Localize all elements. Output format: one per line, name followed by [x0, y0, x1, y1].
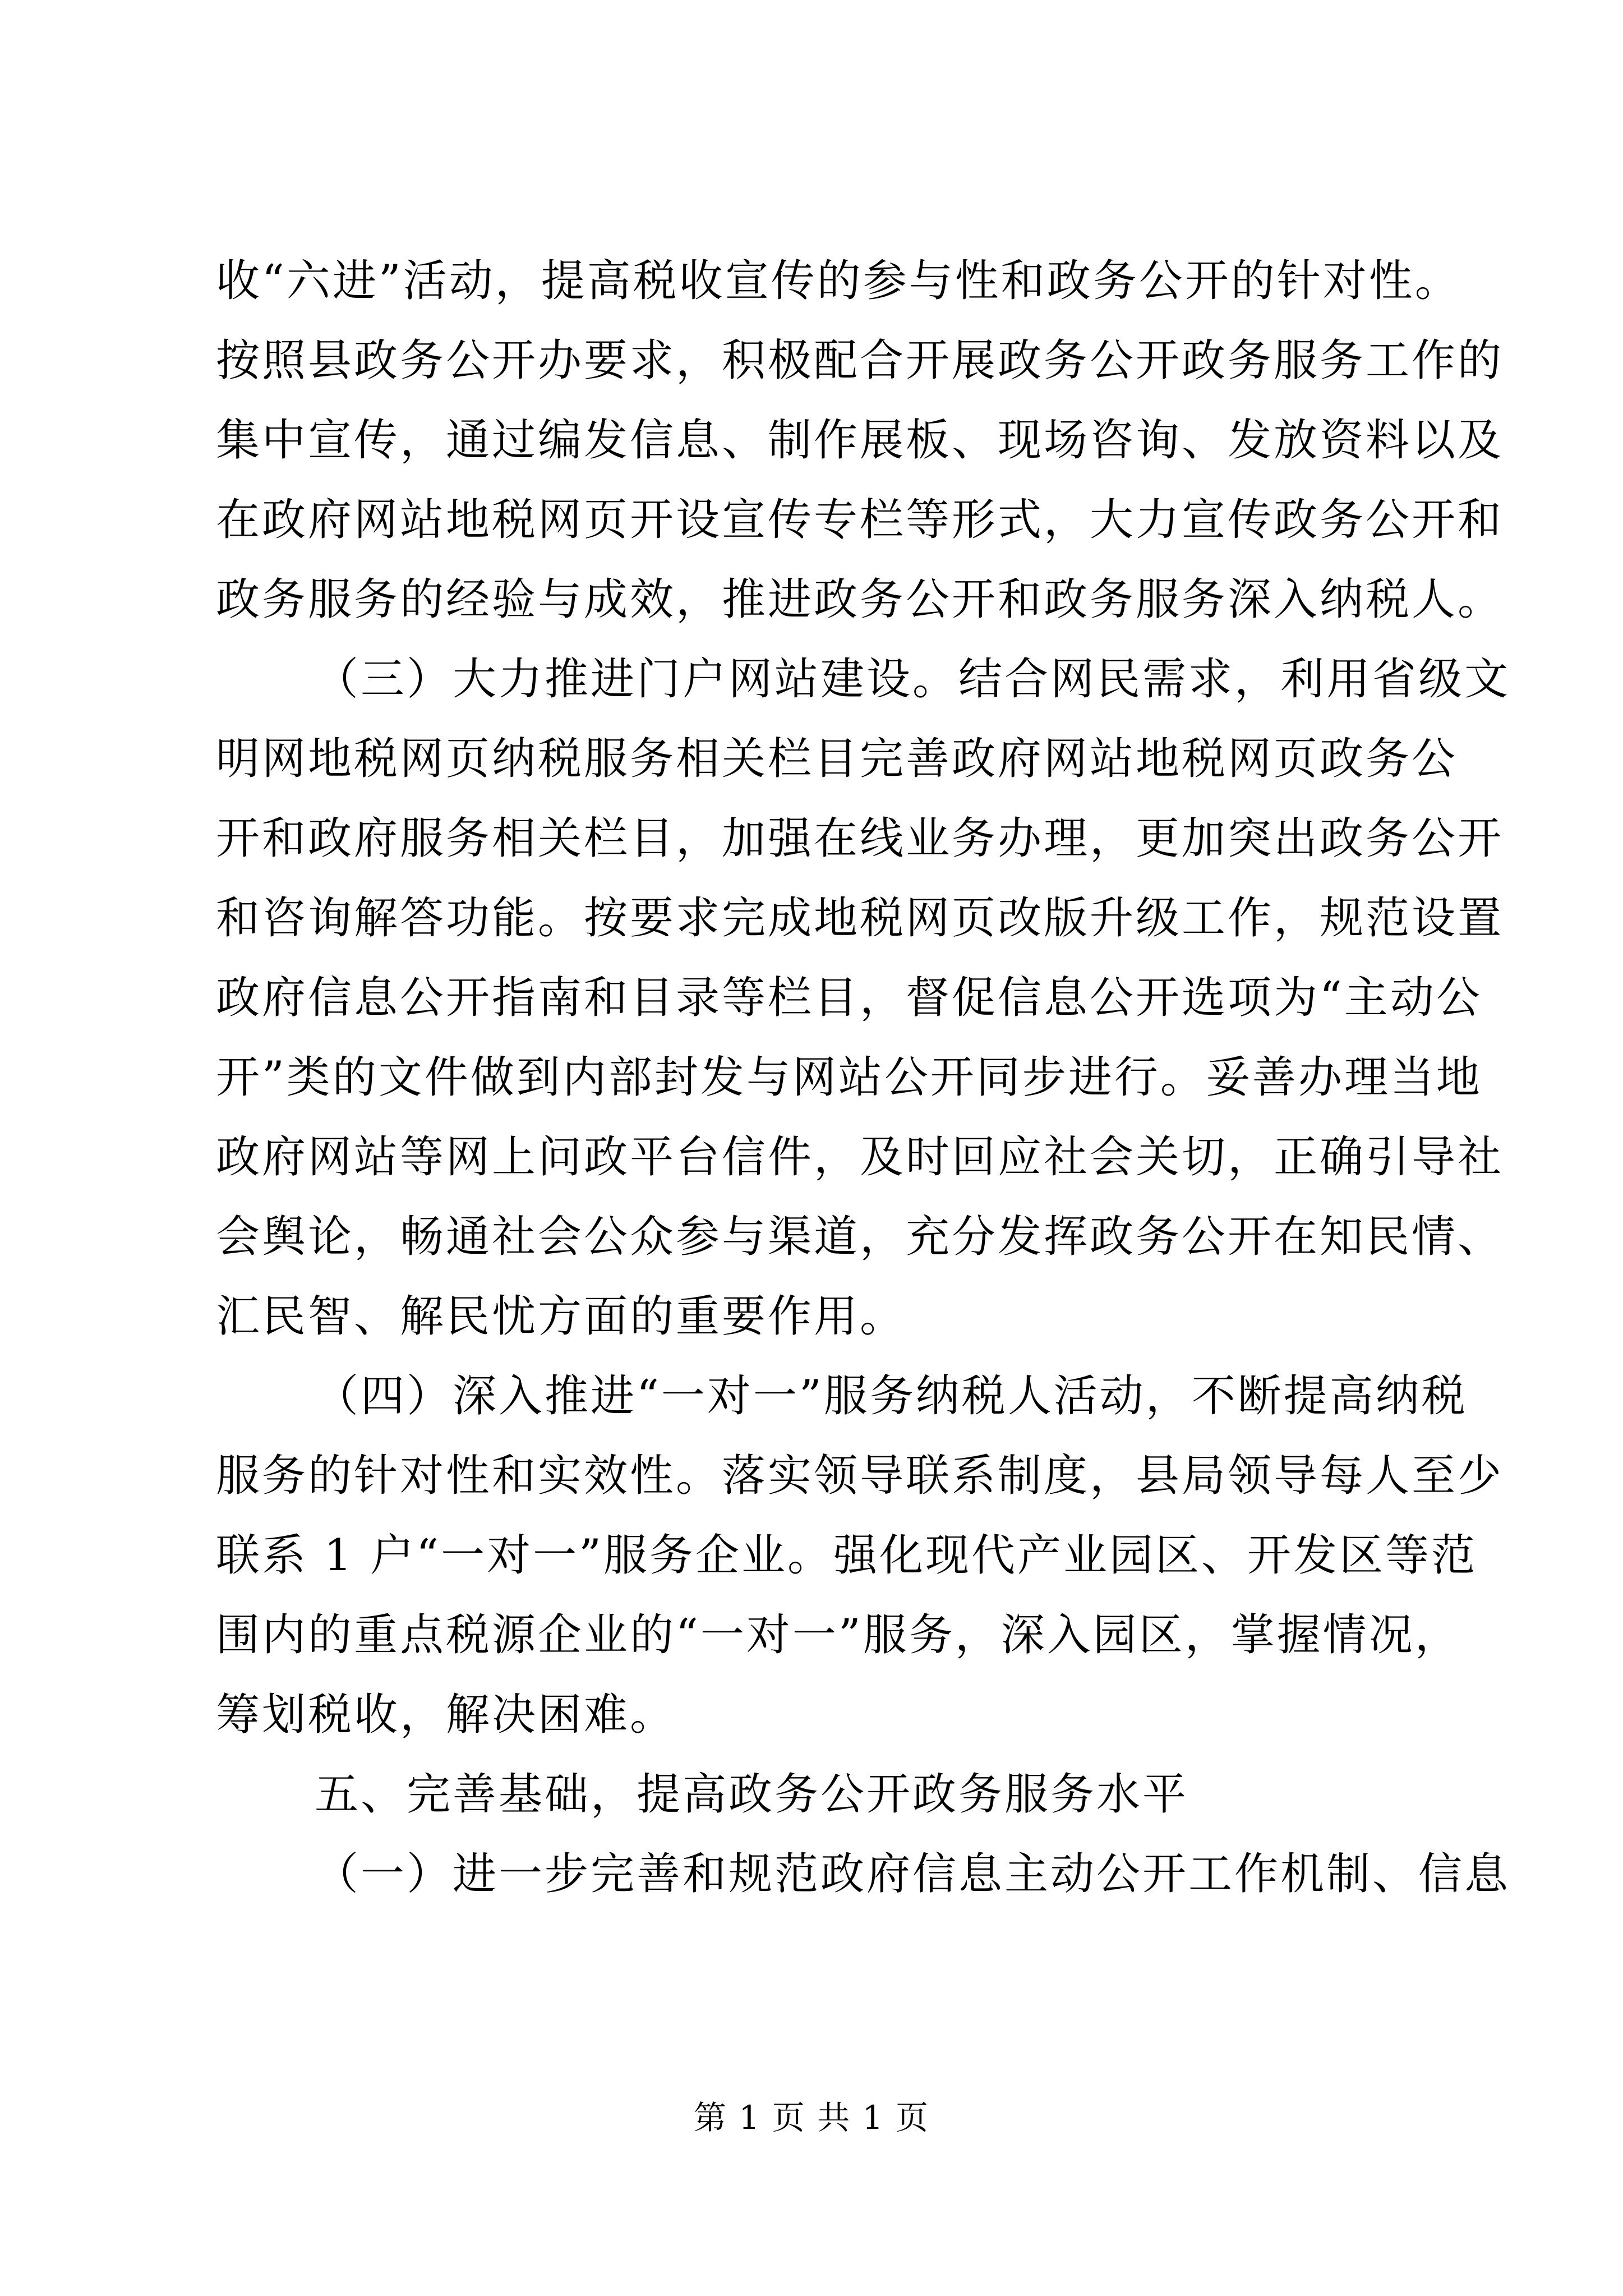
page-footer	[0, 2095, 1623, 2140]
paragraph-line: 筹划税收，解决困难。	[216, 1690, 676, 1740]
paragraph-line: 服务的针对性和实效性。落实领导联系制度，县局领导每人至少	[216, 1451, 1504, 1501]
paragraph-line: （四）深入推进“一对一”服务纳税人活动，不断提高纳税	[315, 1371, 1468, 1421]
paragraph-line: 和咨询解答功能。按要求完成地税网页改版升级工作，规范设置	[216, 893, 1504, 944]
paragraph-line: 收“六进”活动，提高税收宣传的参与性和政务公开的针对性。	[216, 256, 1461, 306]
paragraph-line: 政府网站等网上问政平台信件，及时回应社会关切，正确引导社	[216, 1132, 1504, 1182]
paragraph-line: 会舆论，畅通社会公众参与渠道，充分发挥政务公开在知民情、	[216, 1212, 1504, 1262]
paragraph-line: 按照县政务公开办要求，积极配合开展政务公开政务服务工作的	[216, 335, 1504, 386]
paragraph-line: 在政府网站地税网页开设宣传专栏等形式，大力宣传政务公开和	[216, 495, 1504, 545]
paragraph-line: （一）进一步完善和规范政府信息主动公开工作机制、信息	[315, 1849, 1511, 1899]
section-heading: 五、完善基础，提高政务公开政务服务水平	[315, 1769, 1189, 1820]
paragraph-line: 政务服务的经验与成效，推进政务公开和政务服务深入纳税人。	[216, 574, 1504, 625]
paragraph-line: 开和政府服务相关栏目，加强在线业务办理，更加突出政务公开	[216, 813, 1504, 864]
document-body	[216, 241, 1511, 1914]
paragraph-line: （三）大力推进门户网站建设。结合网民需求，利用省级文	[315, 654, 1511, 705]
page-number: 第 1 页 共 1 页	[694, 2099, 929, 2137]
paragraph-line: 开”类的文件做到内部封发与网站公开同步进行。妥善办理当地	[216, 1052, 1482, 1103]
paragraph-line: 政府信息公开指南和目录等栏目，督促信息公开选项为“主动公	[216, 973, 1482, 1023]
paragraph-line: 围内的重点税源企业的“一对一”服务，深入园区，掌握情况，	[216, 1610, 1461, 1660]
paragraph-line: 汇民智、解民忧方面的重要作用。	[216, 1291, 906, 1342]
paragraph-line: 联系 1 户“一对一”服务企业。强化现代产业园区、开发区等范	[216, 1530, 1477, 1581]
paragraph-line: 集中宣传，通过编发信息、制作展板、现场咨询、发放资料以及	[216, 415, 1504, 466]
paragraph-line: 明网地税网页纳税服务相关栏目完善政府网站地税网页政务公	[216, 734, 1458, 784]
